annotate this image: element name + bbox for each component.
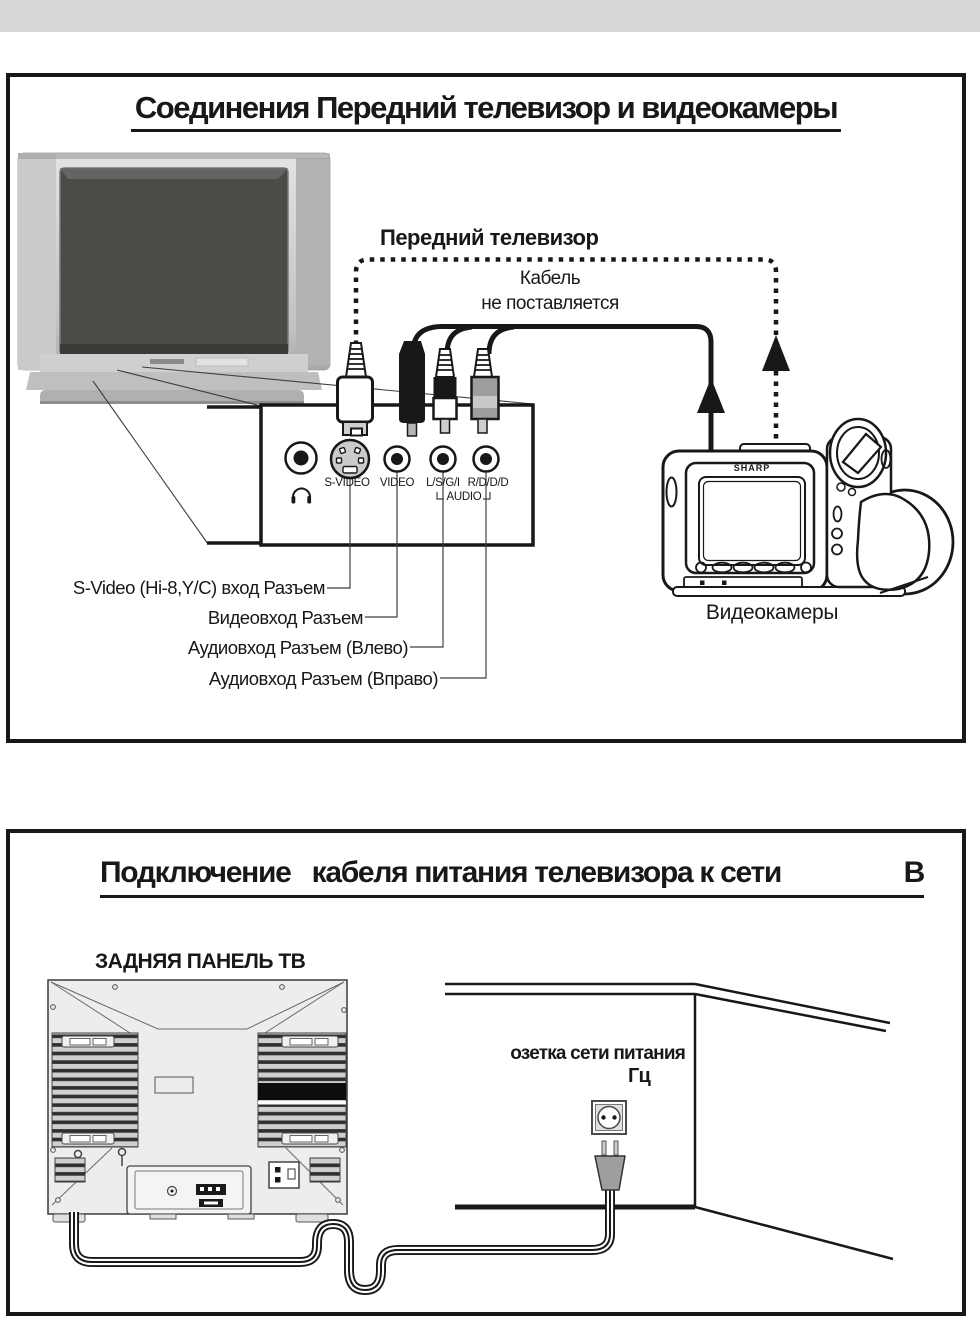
video-plug	[399, 341, 425, 436]
rear-ac-socket	[269, 1162, 299, 1188]
callout-video: Видеовход Разъем	[207, 607, 363, 628]
cable-note-line2: не поставляется	[481, 293, 619, 314]
jack-label-audio-group: AUDIO	[446, 491, 482, 503]
headphone-jack	[286, 443, 317, 474]
solid-arrow-up-icon	[697, 378, 725, 413]
rear-connector-recess	[127, 1166, 251, 1214]
dotted-arrow-up-icon	[762, 335, 790, 371]
panel2-title-voltage: В	[903, 856, 924, 889]
camcorder-image	[663, 419, 953, 596]
callout-audio-left: Аудиовход Разъем (Влево)	[187, 637, 408, 658]
outlet-label-line1: озетка сети питания	[510, 1043, 685, 1064]
wall-corner-lines	[445, 984, 893, 1259]
tv-rear-panel-image	[48, 980, 347, 1222]
audio-right-jack	[474, 447, 499, 472]
jack-label-s-video: S-VIDEO	[324, 477, 370, 489]
panel2-title: Подключение кабеля питания телевизора к сети	[100, 856, 782, 889]
jack-label-video: VIDEO	[379, 477, 415, 489]
cable-note	[450, 266, 650, 316]
s-video-jack	[331, 440, 369, 478]
power-connection-panel	[6, 829, 966, 1316]
page-top-gray-band	[0, 0, 980, 32]
callout-s-video: S-Video (Hi-8,Y/C) вход Разъем	[72, 577, 325, 598]
callout-audio-right: Аудиовход Разъем (Вправо)	[208, 668, 438, 689]
front-tv-label: Передний телевизор	[380, 225, 599, 250]
panel1-title-row	[10, 90, 962, 132]
connections-diagram-panel	[6, 73, 966, 743]
outlet-label	[400, 1042, 685, 1088]
jack-label-audio-right: R/D/D/D	[467, 477, 509, 489]
audio-left-jack	[431, 447, 456, 472]
wall-outlet	[592, 1101, 626, 1134]
cable-note-line1: Кабель	[519, 268, 581, 289]
rear-panel-label: ЗАДНЯЯ ПАНЕЛЬ ТВ	[95, 950, 306, 973]
power-plug	[595, 1141, 625, 1190]
s-video-plug	[338, 343, 373, 436]
panel1-title: Соединения Передний телевизор и видеокамеры	[131, 90, 841, 132]
camcorder-label: Видеокамеры	[705, 601, 839, 624]
crt-tv-front-image	[18, 153, 330, 404]
camcorder-brand: SHARP	[733, 463, 771, 473]
panel2-title-row	[100, 856, 924, 898]
video-jack	[385, 447, 410, 472]
outlet-label-hz: Гц	[627, 1065, 650, 1087]
jack-label-audio-left: L/S/G/I	[426, 477, 460, 489]
